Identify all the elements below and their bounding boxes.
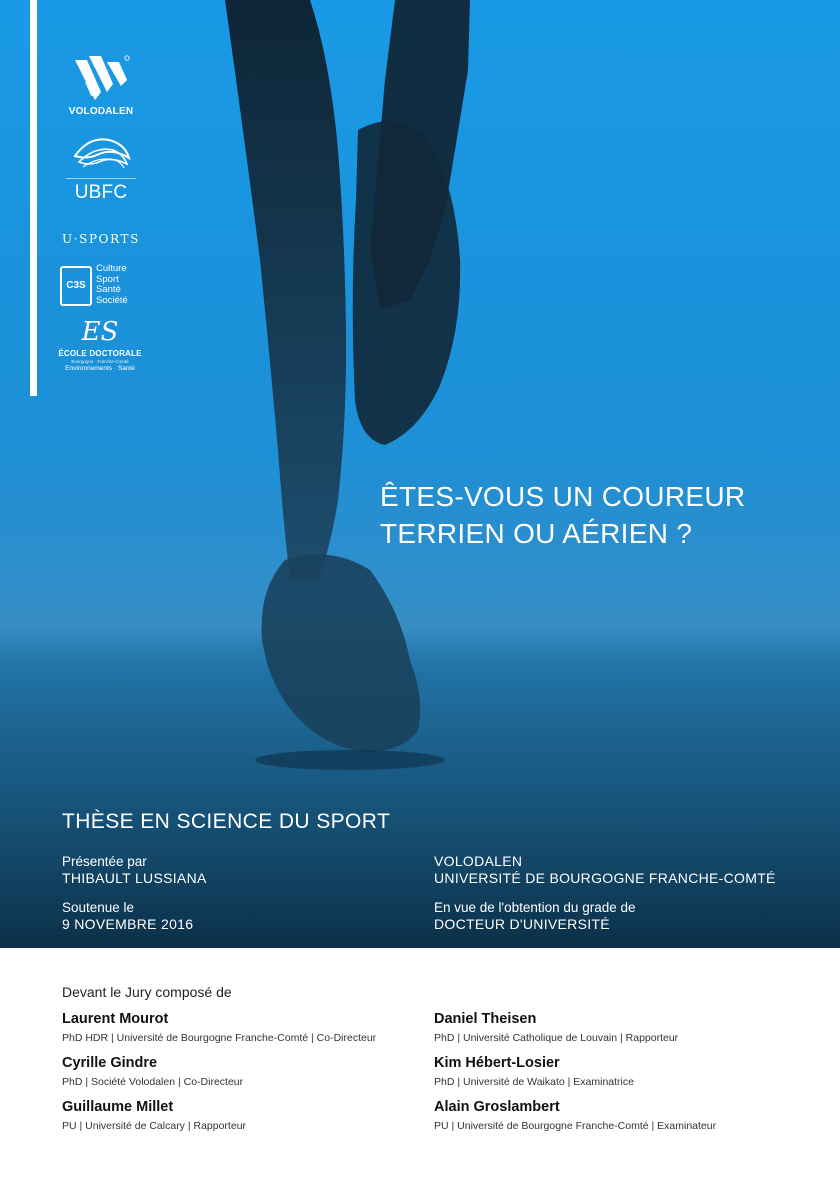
headline-line-1: ÊTES-VOUS UN COUREUR	[380, 481, 746, 512]
jury-member-name: Alain Groslambert	[434, 1099, 560, 1115]
jury-member	[62, 1098, 246, 1133]
ubfc-logo	[58, 134, 144, 204]
jury-member	[62, 1054, 243, 1089]
jury-member-name: Daniel Theisen	[434, 1011, 537, 1027]
defense-block	[62, 899, 193, 933]
volodalen-logo-text: VOLODALEN	[68, 106, 134, 117]
ecole-doctorale-logo	[52, 317, 148, 372]
jury-member-role: PU | Université de Calcary | Rapporteur	[62, 1120, 247, 1132]
volodalen-logo	[58, 52, 144, 117]
jury-member-role: PhD | Société Volodalen | Co-Directeur	[62, 1076, 244, 1088]
institution-2: UNIVERSITÉ DE BOURGOGNE FRANCHE-COMTÉ	[434, 870, 776, 886]
ecole-title: ÉCOLE DOCTORALE	[58, 349, 142, 358]
jury-member-role: PhD HDR | Université de Bourgogne Franche-Comté | Co-Directeur	[62, 1032, 377, 1044]
volodalen-mark-icon	[71, 52, 131, 104]
degree-name: DOCTEUR D'UNIVERSITÉ	[434, 916, 610, 932]
jury-member-name: Cyrille Gindre	[62, 1055, 158, 1071]
jury-member-name: Laurent Mourot	[62, 1011, 169, 1027]
usports-logo-text: U·SPORTS	[62, 232, 140, 246]
ecole-footer: Environnements · Santé	[65, 365, 135, 372]
c3s-mark-icon: C3S	[60, 266, 92, 306]
jury-member-name: Guillaume Millet	[62, 1099, 174, 1115]
institution-1: VOLODALEN	[434, 853, 523, 869]
jury-member-role: PU | Université de Bourgogne Franche-Comté | Examinateur	[434, 1120, 717, 1132]
degree-block	[434, 899, 636, 933]
c3s-logo	[60, 264, 150, 310]
defense-date: 9 NOVEMBRE 2016	[62, 916, 194, 932]
jury-member-name: Kim Hébert-Losier	[434, 1055, 560, 1071]
thesis-title: THÈSE EN SCIENCE DU SPORT	[62, 810, 391, 833]
presented-by-label: Présentée par	[62, 854, 147, 869]
jury-member	[434, 1098, 716, 1133]
c3s-line-1: Culture	[96, 263, 127, 274]
jury-member-role: PhD | Université Catholique de Louvain | Rapporteur	[434, 1032, 679, 1044]
c3s-line-3: Santé	[96, 284, 121, 295]
c3s-line-2: Sport	[96, 273, 119, 285]
usports-logo	[56, 232, 146, 246]
degree-label: En vue de l'obtention du grade de	[434, 900, 636, 915]
jury-member	[434, 1054, 634, 1089]
vertical-accent-bar	[30, 0, 37, 396]
jury-member	[62, 1010, 376, 1045]
jury-intro: Devant le Jury composé de	[62, 984, 232, 1000]
institution-block	[434, 853, 776, 887]
jury-member-role: PhD | Université de Waikato | Examinatrice	[434, 1076, 634, 1088]
ecole-fine-text: Bourgogne · Franche-Comté	[71, 359, 129, 364]
ecole-mark-icon: ES	[81, 317, 119, 347]
jury-member	[434, 1010, 678, 1045]
ubfc-wave-icon	[69, 134, 133, 174]
c3s-line-4: Société	[96, 294, 128, 306]
ubfc-logo-text: UBFC	[74, 182, 128, 203]
headline-line-2: TERRIEN OU AÉRIEN ?	[380, 518, 693, 549]
author-name: THIBAULT LUSSIANA	[62, 870, 207, 886]
jury-section	[0, 948, 840, 1188]
defended-label: Soutenue le	[62, 900, 135, 915]
headline	[380, 478, 820, 552]
presenter-block	[62, 853, 207, 887]
